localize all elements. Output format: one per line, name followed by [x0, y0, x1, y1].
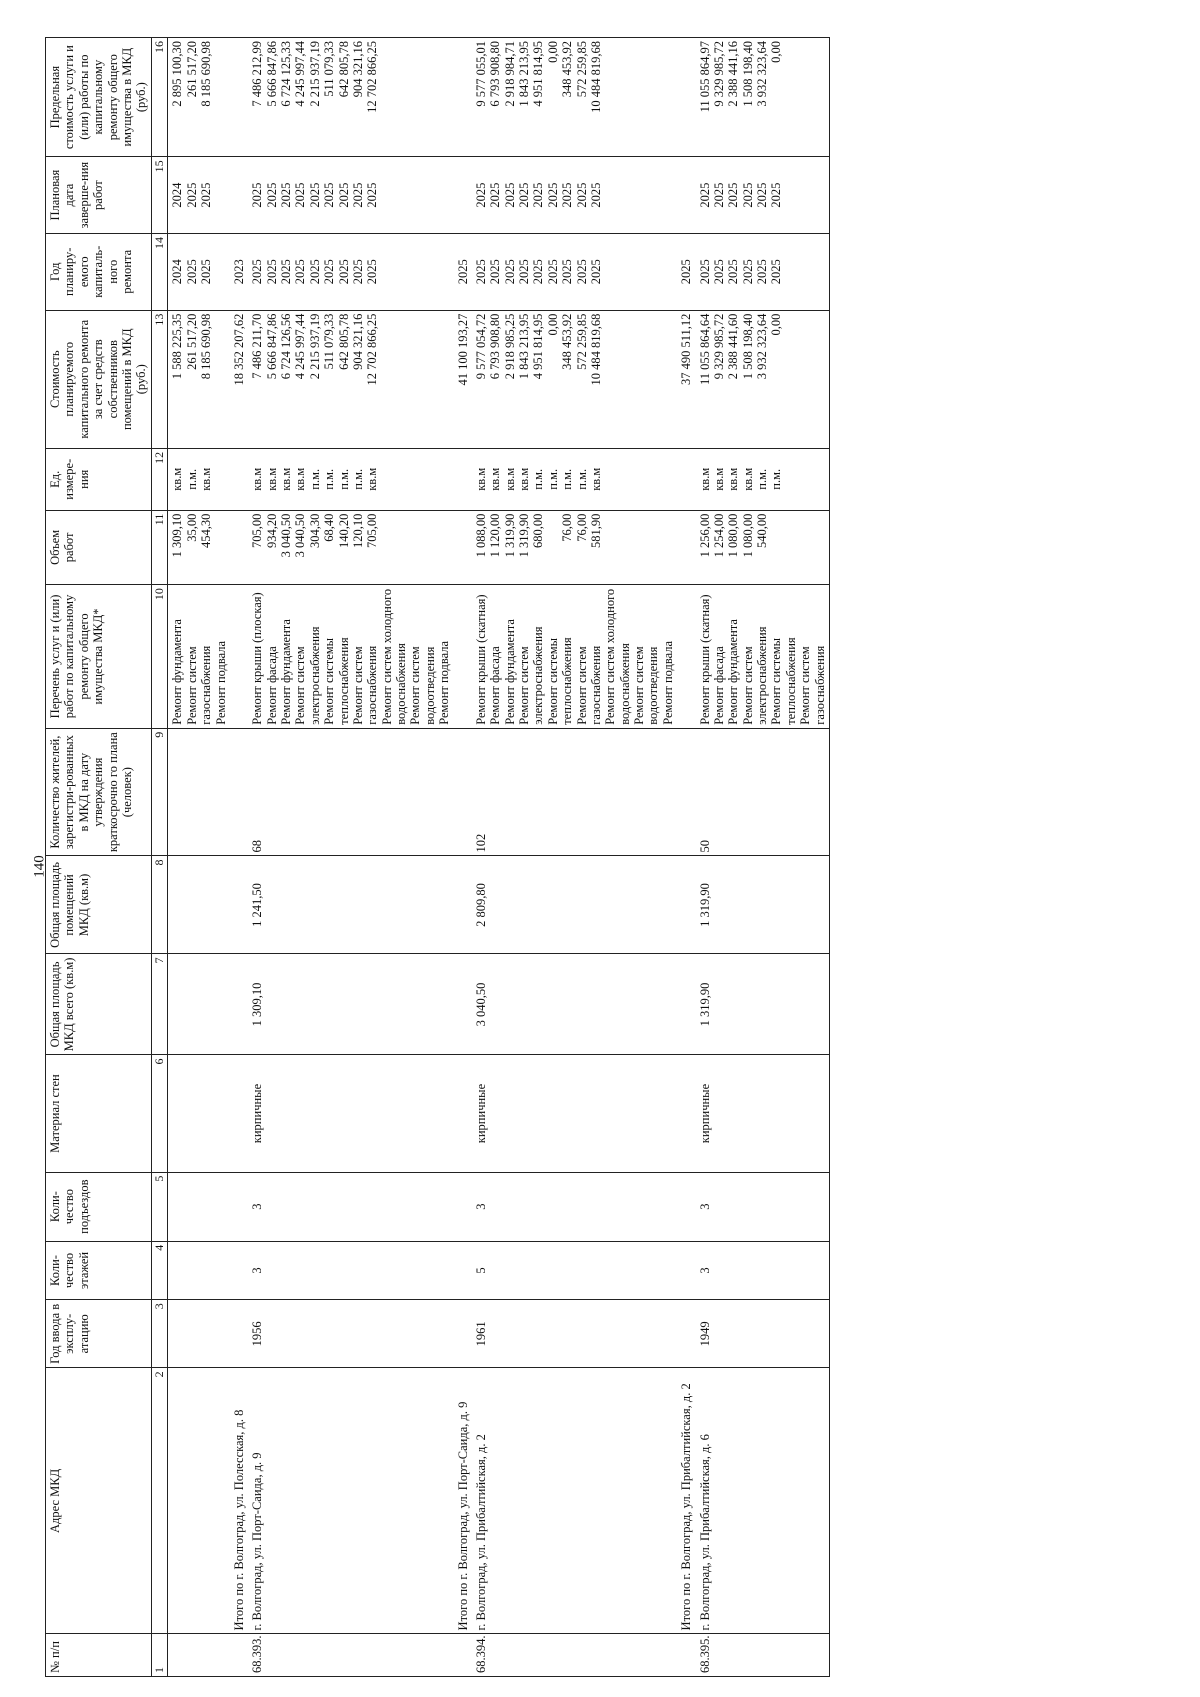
column-number-row	[151, 38, 168, 1677]
limit-value: 2 215 937,19	[307, 41, 322, 107]
unit-value: п.м.	[769, 468, 784, 490]
limit-value: 904 321,16	[350, 41, 365, 98]
work-item: Ремонт систем холодного водоснабжения	[379, 588, 409, 725]
year-value: 2025	[322, 259, 337, 285]
unit-value: кв.м	[588, 467, 603, 491]
work-item: Ремонт подвала	[660, 640, 675, 725]
unit-value: п.м.	[322, 468, 337, 490]
volume-value: 304,30	[307, 513, 322, 548]
floors: 3	[696, 1241, 830, 1300]
area-total: 3 040,50	[472, 954, 677, 1055]
year-value: 2025	[365, 259, 380, 285]
entrances: 3	[472, 1172, 677, 1241]
cost-value: 904 321,16	[350, 313, 365, 370]
done-value: 2025	[250, 182, 265, 208]
area-total: 1 309,10	[248, 954, 453, 1055]
cost-value: 348 453,92	[560, 313, 575, 370]
work-item: Ремонт фасада	[488, 646, 503, 725]
done-value: 2025	[740, 182, 755, 208]
unit-value: п.м.	[307, 468, 322, 490]
unit-value: кв.м	[740, 467, 755, 491]
column-number: 13	[151, 310, 168, 448]
volume-value: 3 040,50	[279, 513, 294, 558]
table-row	[168, 38, 230, 1677]
cost-value: 4 951 814,95	[531, 313, 546, 380]
row-number: 68.395.	[696, 1634, 830, 1677]
unit-value: кв.м	[199, 467, 214, 491]
done-value: 2025	[726, 182, 741, 208]
volume-value: 68,40	[322, 513, 337, 542]
total-cost: 37 490 511,12	[677, 310, 695, 448]
year-value: 2025	[574, 259, 589, 285]
work-item: Ремонт систем водоотведения	[408, 646, 437, 725]
unit-value: кв.м	[473, 467, 488, 491]
total-row	[230, 38, 248, 1677]
cost-value: 5 666 847,86	[264, 313, 279, 380]
column-number: 16	[151, 38, 168, 157]
unit-value: п.м.	[574, 468, 589, 490]
year-value: 2025	[560, 259, 575, 285]
volume-value: 1 319,90	[517, 513, 532, 558]
cost-value: 1 588 225,35	[170, 313, 185, 380]
row-number: 68.393.	[248, 1634, 453, 1677]
limit-value: 10 484 819,68	[588, 41, 603, 113]
total-year: 2023	[230, 233, 248, 310]
unit-value: кв.м	[279, 467, 294, 491]
limit-value: 9 329 985,72	[711, 41, 726, 107]
volume-value: 3 040,50	[293, 513, 308, 558]
volume-value: 934,20	[264, 513, 279, 548]
total-cost: 18 352 207,62	[230, 310, 248, 448]
done-value: 2025	[199, 182, 214, 208]
work-item: Ремонт системы теплоснабжения	[545, 637, 575, 725]
limit-value: 11 055 864,97	[697, 41, 712, 113]
year-value: 2025	[769, 259, 784, 285]
address: г. Волгоград, ул. Порт-Саида, д. 9	[248, 1368, 453, 1634]
header-cell: Адрес МКД	[46, 1368, 152, 1634]
done-value: 2025	[588, 182, 603, 208]
limit-value: 6 724 125,33	[279, 41, 294, 107]
limit-value: 6 793 908,80	[488, 41, 503, 107]
header-cell: Предельная стоимость услуги и (или) работы по капитальному ремонту общего имущества в МКД (руб.)	[46, 38, 152, 157]
year-value: 2025	[545, 259, 560, 285]
done-value: 2025	[279, 182, 294, 208]
area-rooms: 1 241,50	[248, 856, 453, 954]
work-item: Ремонт подвала	[437, 640, 452, 725]
year-value: 2025	[293, 259, 308, 285]
work-item: Ремонт крыши (скатная)	[473, 594, 488, 725]
cost-value: 6 724 126,56	[279, 313, 294, 380]
done-value: 2025	[560, 182, 575, 208]
column-number: 12	[151, 448, 168, 510]
volume-value: 581,90	[588, 513, 603, 548]
done-value: 2025	[755, 182, 770, 208]
limit-value: 261 517,20	[184, 41, 199, 98]
header-cell: Год планиру-емого капиталь-ного ремонта	[46, 233, 152, 310]
done-value: 2025	[545, 182, 560, 208]
unit-value: кв.м	[726, 467, 741, 491]
work-item: Ремонт фундамента	[502, 619, 517, 725]
total-year: 2025	[454, 233, 472, 310]
cost-value: 4 245 997,44	[293, 313, 308, 380]
work-item: Ремонт систем электроснабжения	[517, 626, 546, 725]
area-rooms: 2 809,80	[472, 856, 677, 954]
header-cell: Материал стен	[46, 1055, 152, 1172]
work-item: Ремонт крыши (плоская)	[250, 592, 265, 725]
done-value: 2025	[365, 182, 380, 208]
header-cell: Общая площадь помещений МКД (кв.м)	[46, 856, 152, 954]
volume-value: 35,00	[184, 513, 199, 542]
volume-value: 1 080,00	[726, 513, 741, 558]
area-rooms: 1 319,90	[696, 856, 830, 954]
unit-value: кв.м	[264, 467, 279, 491]
rotated-sheet	[45, 37, 1105, 1677]
cost-value: 0,00	[769, 313, 784, 336]
limit-value: 5 666 847,86	[264, 41, 279, 107]
floors: 5	[472, 1241, 677, 1300]
address: г. Волгоград, ул. Прибалтийская, д. 2	[472, 1368, 677, 1634]
volume-value: 1 088,00	[473, 513, 488, 558]
table-row	[472, 38, 677, 1677]
volume-value: 140,20	[336, 513, 351, 548]
total-label: Итого по г. Волгоград, ул. Прибалтийская, д. 2	[677, 1368, 695, 1634]
limit-value: 572 259,85	[574, 41, 589, 98]
work-item: Ремонт системы теплоснабжения	[769, 637, 798, 725]
entrances: 3	[696, 1172, 830, 1241]
header-cell: Количество жителей, зарегистри-рованных в МКД на дату утверждения краткосрочно го плана (человек)	[46, 728, 152, 856]
year-value: 2025	[350, 259, 365, 285]
residents: 68	[248, 728, 453, 856]
total-label: Итого по г. Волгоград, ул. Порт-Саида, д. 9	[454, 1368, 472, 1634]
total-row	[454, 38, 472, 1677]
limit-value: 7 486 212,99	[250, 41, 265, 107]
unit-value: п.м.	[336, 468, 351, 490]
cost-value: 2 918 985,25	[502, 313, 517, 380]
volume-value: 540,00	[755, 513, 770, 548]
column-number: 1	[151, 1634, 168, 1677]
unit-value: кв.м	[517, 467, 532, 491]
column-number: 14	[151, 233, 168, 310]
done-value: 2025	[488, 182, 503, 208]
work-item: Ремонт фундамента	[279, 619, 294, 725]
unit-value: п.м.	[184, 468, 199, 490]
column-number: 5	[151, 1172, 168, 1241]
year-value: 2025	[336, 259, 351, 285]
cost-value: 9 577 054,72	[473, 313, 488, 380]
year-value: 2025	[697, 259, 712, 285]
done-value: 2024	[170, 182, 185, 208]
year-value: 2025	[502, 259, 517, 285]
work-item: Ремонт систем водоотведения	[632, 646, 661, 725]
work-item: Ремонт фасада	[264, 646, 279, 725]
column-number: 2	[151, 1368, 168, 1634]
cost-value: 0,00	[545, 313, 560, 336]
work-item: Ремонт фундамента	[726, 619, 741, 725]
column-number: 10	[151, 585, 168, 729]
area-total: 1 319,90	[696, 954, 830, 1055]
done-value: 2025	[711, 182, 726, 208]
unit-value: кв.м	[293, 467, 308, 491]
work-item: Ремонт систем электроснабжения	[740, 626, 770, 725]
unit-value: кв.м	[250, 467, 265, 491]
limit-value: 3 932 323,64	[755, 41, 770, 107]
limit-value: 4 951 814,95	[531, 41, 546, 107]
done-value: 2025	[336, 182, 351, 208]
wall-material: кирпичные	[248, 1055, 453, 1172]
page-number: 140	[31, 855, 48, 878]
unit-value: кв.м	[711, 467, 726, 491]
total-label: Итого по г. Волгоград, ул. Полесская, д. 8	[230, 1368, 248, 1634]
done-value: 2025	[697, 182, 712, 208]
limit-value: 1 508 198,40	[740, 41, 755, 107]
row-number: 68.394.	[472, 1634, 677, 1677]
work-item: Ремонт фасада	[711, 646, 726, 725]
header-cell: Перечень услуг и (или) работ по капитальному ремонту общего имущества МКД*	[46, 585, 152, 729]
unit-value: кв.м	[170, 467, 185, 491]
limit-value: 4 245 997,44	[293, 41, 308, 107]
done-value: 2025	[769, 182, 784, 208]
limit-value: 2 388 441,16	[726, 41, 741, 107]
year-value: 2025	[517, 259, 532, 285]
header-cell: № п/п	[46, 1634, 152, 1677]
total-row	[677, 38, 695, 1677]
cost-value: 3 932 323,64	[755, 313, 770, 380]
year-value: 2025	[740, 259, 755, 285]
residents: 102	[472, 728, 677, 856]
done-value: 2025	[350, 182, 365, 208]
done-value: 2025	[531, 182, 546, 208]
year-value: 2025	[199, 259, 214, 285]
cost-value: 12 702 866,25	[365, 313, 380, 386]
address: г. Волгоград, ул. Прибалтийская, д. 6	[696, 1368, 830, 1634]
volume-value: 1 080,00	[740, 513, 755, 558]
volume-value: 76,00	[574, 513, 589, 542]
work-item: Ремонт систем газоснабжения	[798, 645, 827, 725]
year-value: 2025	[279, 259, 294, 285]
work-item: Ремонт систем газоснабжения	[574, 645, 603, 725]
header-cell: Плановая дата заверше-ния работ	[46, 157, 152, 234]
volume-value: 705,00	[250, 513, 265, 548]
work-item: Ремонт крыши (скатная)	[697, 594, 712, 725]
column-number: 15	[151, 157, 168, 234]
limit-value: 511 079,33	[322, 41, 337, 97]
cost-value: 642 805,78	[336, 313, 351, 370]
limit-value: 9 577 055,01	[473, 41, 488, 107]
unit-value: п.м.	[560, 468, 575, 490]
cost-value: 2 215 937,19	[307, 313, 322, 380]
year-value: 2025	[307, 259, 322, 285]
year-value: 2025	[184, 259, 199, 285]
cost-value: 1 843 213,95	[517, 313, 532, 380]
volume-value: 705,00	[365, 513, 380, 548]
work-item: Ремонт систем холодного водоснабжения	[603, 588, 632, 725]
volume-value	[546, 514, 560, 582]
year-value: 2025	[488, 259, 503, 285]
column-number: 6	[151, 1055, 168, 1172]
cost-value: 572 259,85	[574, 313, 589, 370]
unit-value: п.м.	[531, 468, 546, 490]
volume-value: 680,00	[531, 513, 546, 548]
year-value: 2025	[531, 259, 546, 285]
volume-value: 1 309,10	[170, 513, 185, 558]
year-value: 2024	[170, 259, 185, 285]
header-cell: Коли-чество подъездов	[46, 1172, 152, 1241]
column-number: 4	[151, 1241, 168, 1300]
done-value: 2025	[473, 182, 488, 208]
year-value: 2025	[250, 259, 265, 285]
volume-value: 76,00	[560, 513, 575, 542]
year-value: 2025	[755, 259, 770, 285]
limit-value: 8 185 690,98	[199, 41, 214, 107]
done-value: 2025	[502, 182, 517, 208]
unit-value: кв.м	[502, 467, 517, 491]
done-value: 2025	[264, 182, 279, 208]
work-item: Ремонт системы теплоснабжения	[322, 637, 351, 725]
year-built: 1961	[472, 1300, 677, 1368]
year-built: 1956	[248, 1300, 453, 1368]
cost-value: 511 079,33	[322, 313, 337, 370]
done-value: 2025	[307, 182, 322, 208]
work-item: Ремонт систем электроснабжения	[293, 626, 322, 725]
limit-value: 12 702 866,25	[365, 41, 380, 113]
column-number: 9	[151, 728, 168, 856]
year-value: 2025	[588, 259, 603, 285]
unit-value: п.м.	[545, 468, 560, 490]
volume-value	[769, 514, 783, 582]
volume-value: 1 256,00	[697, 513, 712, 558]
unit-value: п.м.	[755, 468, 770, 490]
done-value: 2025	[517, 182, 532, 208]
limit-value: 1 843 213,95	[517, 41, 532, 107]
limit-value: 2 895 100,30	[170, 41, 185, 107]
volume-value: 454,30	[199, 513, 214, 548]
volume-value: 120,10	[350, 513, 365, 548]
limit-value: 348 453,92	[560, 41, 575, 98]
cost-value: 1 508 198,40	[740, 313, 755, 380]
done-value: 2025	[574, 182, 589, 208]
limit-value: 0,00	[769, 41, 784, 63]
volume-value: 1 120,00	[488, 513, 503, 558]
cost-value: 8 185 690,98	[199, 313, 214, 380]
column-number: 8	[151, 856, 168, 954]
done-value: 2025	[293, 182, 308, 208]
unit-value: кв.м	[488, 467, 503, 491]
works-list	[168, 585, 230, 729]
done-value: 2025	[184, 182, 199, 208]
year-value: 2025	[264, 259, 279, 285]
done-value: 2025	[322, 182, 337, 208]
wall-material: кирпичные	[472, 1055, 677, 1172]
unit-value: п.м.	[350, 468, 365, 490]
cost-value: 6 793 908,80	[488, 313, 503, 380]
year-built: 1949	[696, 1300, 830, 1368]
column-number: 7	[151, 954, 168, 1055]
unit-value: кв.м	[697, 467, 712, 491]
work-item: Ремонт систем газоснабжения	[184, 645, 214, 725]
cost-value: 9 329 985,72	[711, 313, 726, 380]
total-year: 2025	[677, 233, 695, 310]
total-cost: 41 100 193,27	[454, 310, 472, 448]
header-cell: Объем работ	[46, 510, 152, 585]
year-value: 2025	[726, 259, 741, 285]
volume-value: 1 254,00	[711, 513, 726, 558]
cost-value: 261 517,20	[184, 313, 199, 370]
year-value: 2025	[711, 259, 726, 285]
cost-value: 2 388 441,60	[726, 313, 741, 380]
work-item: Ремонт подвала	[213, 640, 228, 725]
limit-value: 2 918 984,71	[502, 41, 517, 107]
capital-repair-table	[45, 37, 830, 1677]
cost-value: 10 484 819,68	[588, 313, 603, 386]
header-cell: Коли-чество этажей	[46, 1241, 152, 1300]
table-row	[696, 38, 830, 1677]
volume-value: 1 319,90	[502, 513, 517, 558]
wall-material: кирпичные	[696, 1055, 830, 1172]
entrances: 3	[248, 1172, 453, 1241]
header-cell: Ед. измере-ния	[46, 448, 152, 510]
year-value: 2025	[473, 259, 488, 285]
column-number: 11	[151, 510, 168, 585]
work-item: Ремонт систем газоснабжения	[350, 645, 380, 725]
cost-value: 11 055 864,64	[697, 313, 712, 385]
limit-value: 642 805,78	[336, 41, 351, 98]
table-row	[248, 38, 453, 1677]
limit-value: 0,00	[545, 41, 560, 63]
header-cell: Общая площадь МКД всего (кв.м)	[46, 954, 152, 1055]
floors: 3	[248, 1241, 453, 1300]
work-item: Ремонт фундамента	[170, 619, 185, 725]
table-header	[46, 38, 168, 1677]
header-cell: Стоимость планируемого капитального ремонта за счет средств собственников помещений в МКД (руб.)	[46, 310, 152, 448]
cost-value: 7 486 211,70	[250, 313, 265, 379]
residents: 50	[696, 728, 830, 856]
unit-value: кв.м	[365, 467, 380, 491]
header-cell: Год ввода в эксплу-атацию	[46, 1300, 152, 1368]
column-number: 3	[151, 1300, 168, 1368]
